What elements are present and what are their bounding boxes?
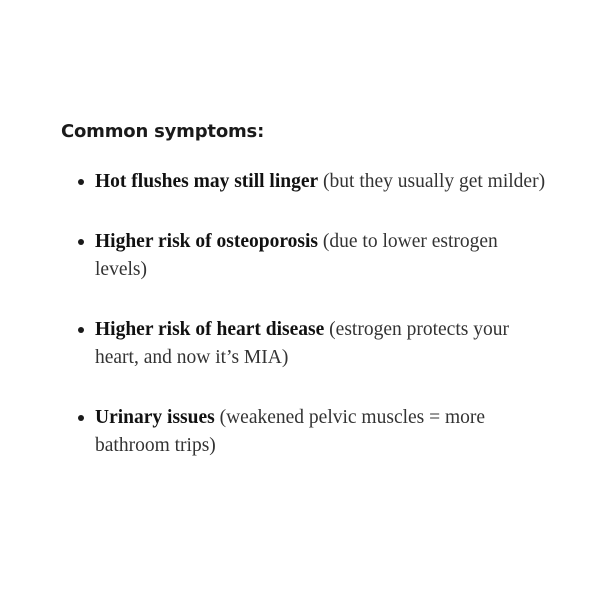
symptom-detail: (weakened pelvic muscles = more bathroom trips)	[95, 407, 486, 456]
bullet-icon	[78, 179, 84, 185]
symptom-term: Higher risk of heart disease	[95, 319, 325, 340]
list-item	[78, 228, 548, 284]
list-item	[78, 316, 548, 372]
symptom-detail: (but they usually get milder)	[323, 171, 546, 192]
symptom-term: Hot flushes may still linger	[95, 171, 319, 192]
symptom-term: Urinary issues	[95, 407, 215, 428]
list-item	[78, 168, 548, 196]
symptom-detail: (due to lower estrogen levels)	[95, 231, 498, 280]
bullet-icon	[78, 239, 84, 245]
bullet-icon	[78, 415, 84, 421]
symptom-detail: (estrogen protects your heart, and now it’s MIA)	[95, 319, 509, 368]
bullet-icon	[78, 327, 84, 333]
symptom-list	[78, 168, 548, 492]
symptom-term: Higher risk of osteoporosis	[95, 231, 318, 252]
list-item	[78, 404, 548, 460]
section-heading: Common symptoms:	[61, 121, 265, 142]
